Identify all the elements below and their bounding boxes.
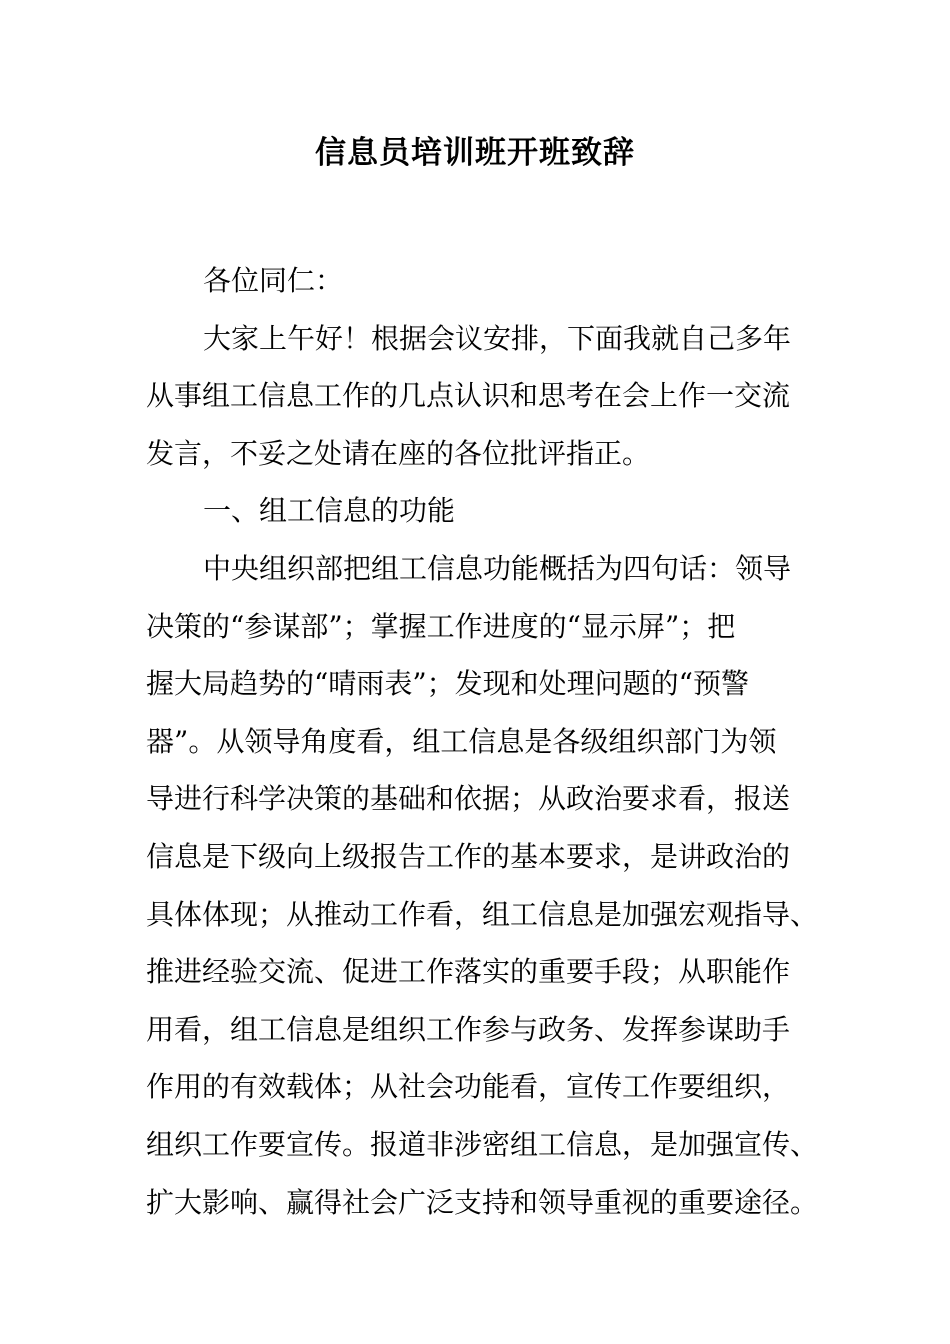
- document-body: [146, 252, 834, 1231]
- body-line: 大家上午好！根据会议安排，下面我就自己多年: [203, 321, 792, 355]
- salutation: 各位同仁：: [203, 264, 344, 297]
- section-heading: 一、组工信息的功能: [203, 494, 456, 528]
- body-line: 器”。从领导角度看，组工信息是各级组织部门为领: [146, 724, 777, 758]
- body-line: 中央组织部把组工信息功能概括为四句话：领导: [203, 551, 792, 585]
- document-title: 信息员培训班开班致辞: [315, 135, 635, 171]
- body-line: 用看，组工信息是组织工作参与政务、发挥参谋助手: [146, 1012, 791, 1046]
- body-line: 作用的有效载体；从社会功能看，宣传工作要组织，: [146, 1070, 791, 1104]
- body-line: 决策的“参谋部”；掌握工作进度的“显示屏”；把: [146, 609, 736, 643]
- body-line: 具体体现；从推动工作看，组工信息是加强宏观指导、: [146, 897, 819, 931]
- body-line: 导进行科学决策的基础和依据；从政治要求看，报送: [146, 782, 791, 816]
- body-line: 信息是下级向上级报告工作的基本要求，是讲政治的: [146, 839, 791, 873]
- body-line: 扩大影响、赢得社会广泛支持和领导重视的重要途径。: [146, 1185, 819, 1219]
- body-line: 推进经验交流、促进工作落实的重要手段；从职能作: [146, 955, 791, 989]
- body-line: 从事组工信息工作的几点认识和思考在会上作一交流: [146, 379, 791, 413]
- body-line: 组织工作要宣传。报道非涉密组工信息，是加强宣传、: [146, 1127, 819, 1161]
- body-line: 发言，不妥之处请在座的各位批评指正。: [146, 436, 651, 470]
- body-line: 握大局趋势的“晴雨表”；发现和处理问题的“预警: [146, 667, 749, 701]
